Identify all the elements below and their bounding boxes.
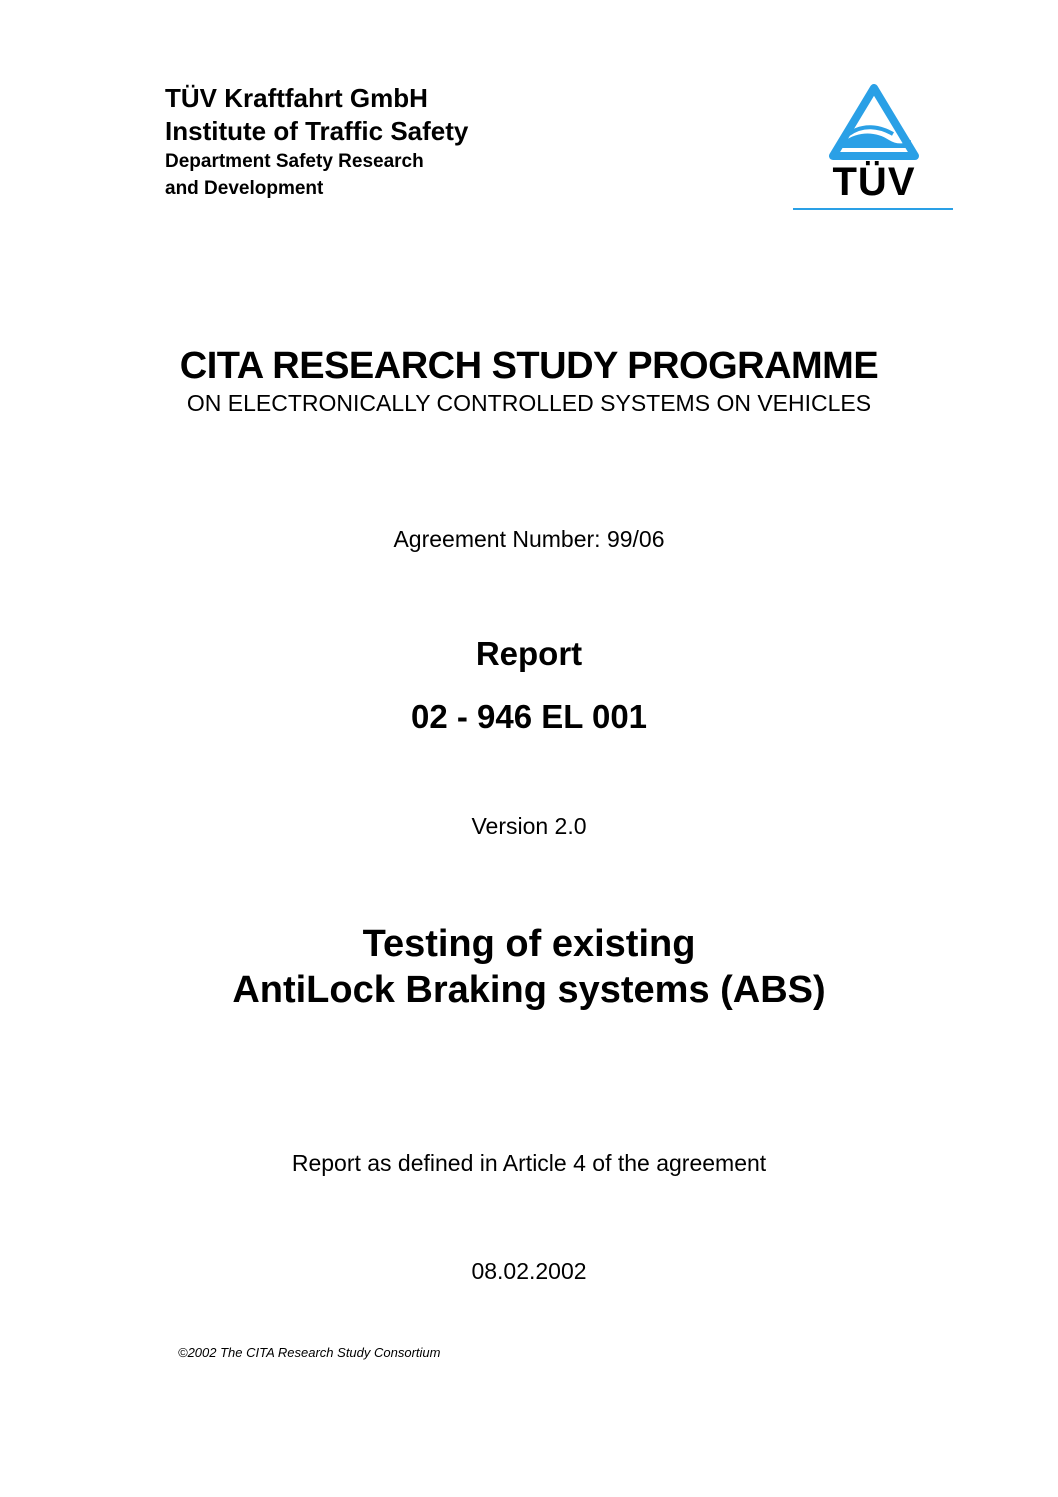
agreement-number: Agreement Number: 99/06 (393, 526, 665, 552)
department-line-2: and Development (165, 178, 324, 199)
report-version: Version 2.0 (471, 813, 587, 839)
programme-subtitle: ON ELECTRONICALLY CONTROLLED SYSTEMS ON VEHICLES (186, 390, 872, 416)
report-label: Report (475, 635, 583, 672)
tuv-logo-text: TÜV (832, 160, 916, 204)
document-title-line-1: Testing of existing (362, 923, 696, 965)
logo-underline (793, 208, 953, 210)
report-date: 08.02.2002 (471, 1258, 587, 1284)
tuv-triangle-logo-icon (793, 84, 955, 164)
document-title (0, 921, 1058, 1013)
organization-header (165, 82, 725, 202)
copyright-notice: ©2002 The CITA Research Study Consortium (178, 1345, 441, 1360)
tuv-logo (793, 84, 955, 214)
report-number: 02 - 946 EL 001 (410, 698, 648, 735)
programme-title: CITA RESEARCH STUDY PROGRAMME (179, 345, 879, 387)
report-definition: Report as defined in Article 4 of the agreement (291, 1150, 767, 1176)
document-title-line-2: AntiLock Braking systems (ABS) (232, 969, 826, 1011)
org-name: TÜV Kraftfahrt GmbH (165, 83, 428, 113)
institute-name: Institute of Traffic Safety (165, 116, 469, 146)
department-line-1: Department Safety Research (165, 151, 424, 172)
